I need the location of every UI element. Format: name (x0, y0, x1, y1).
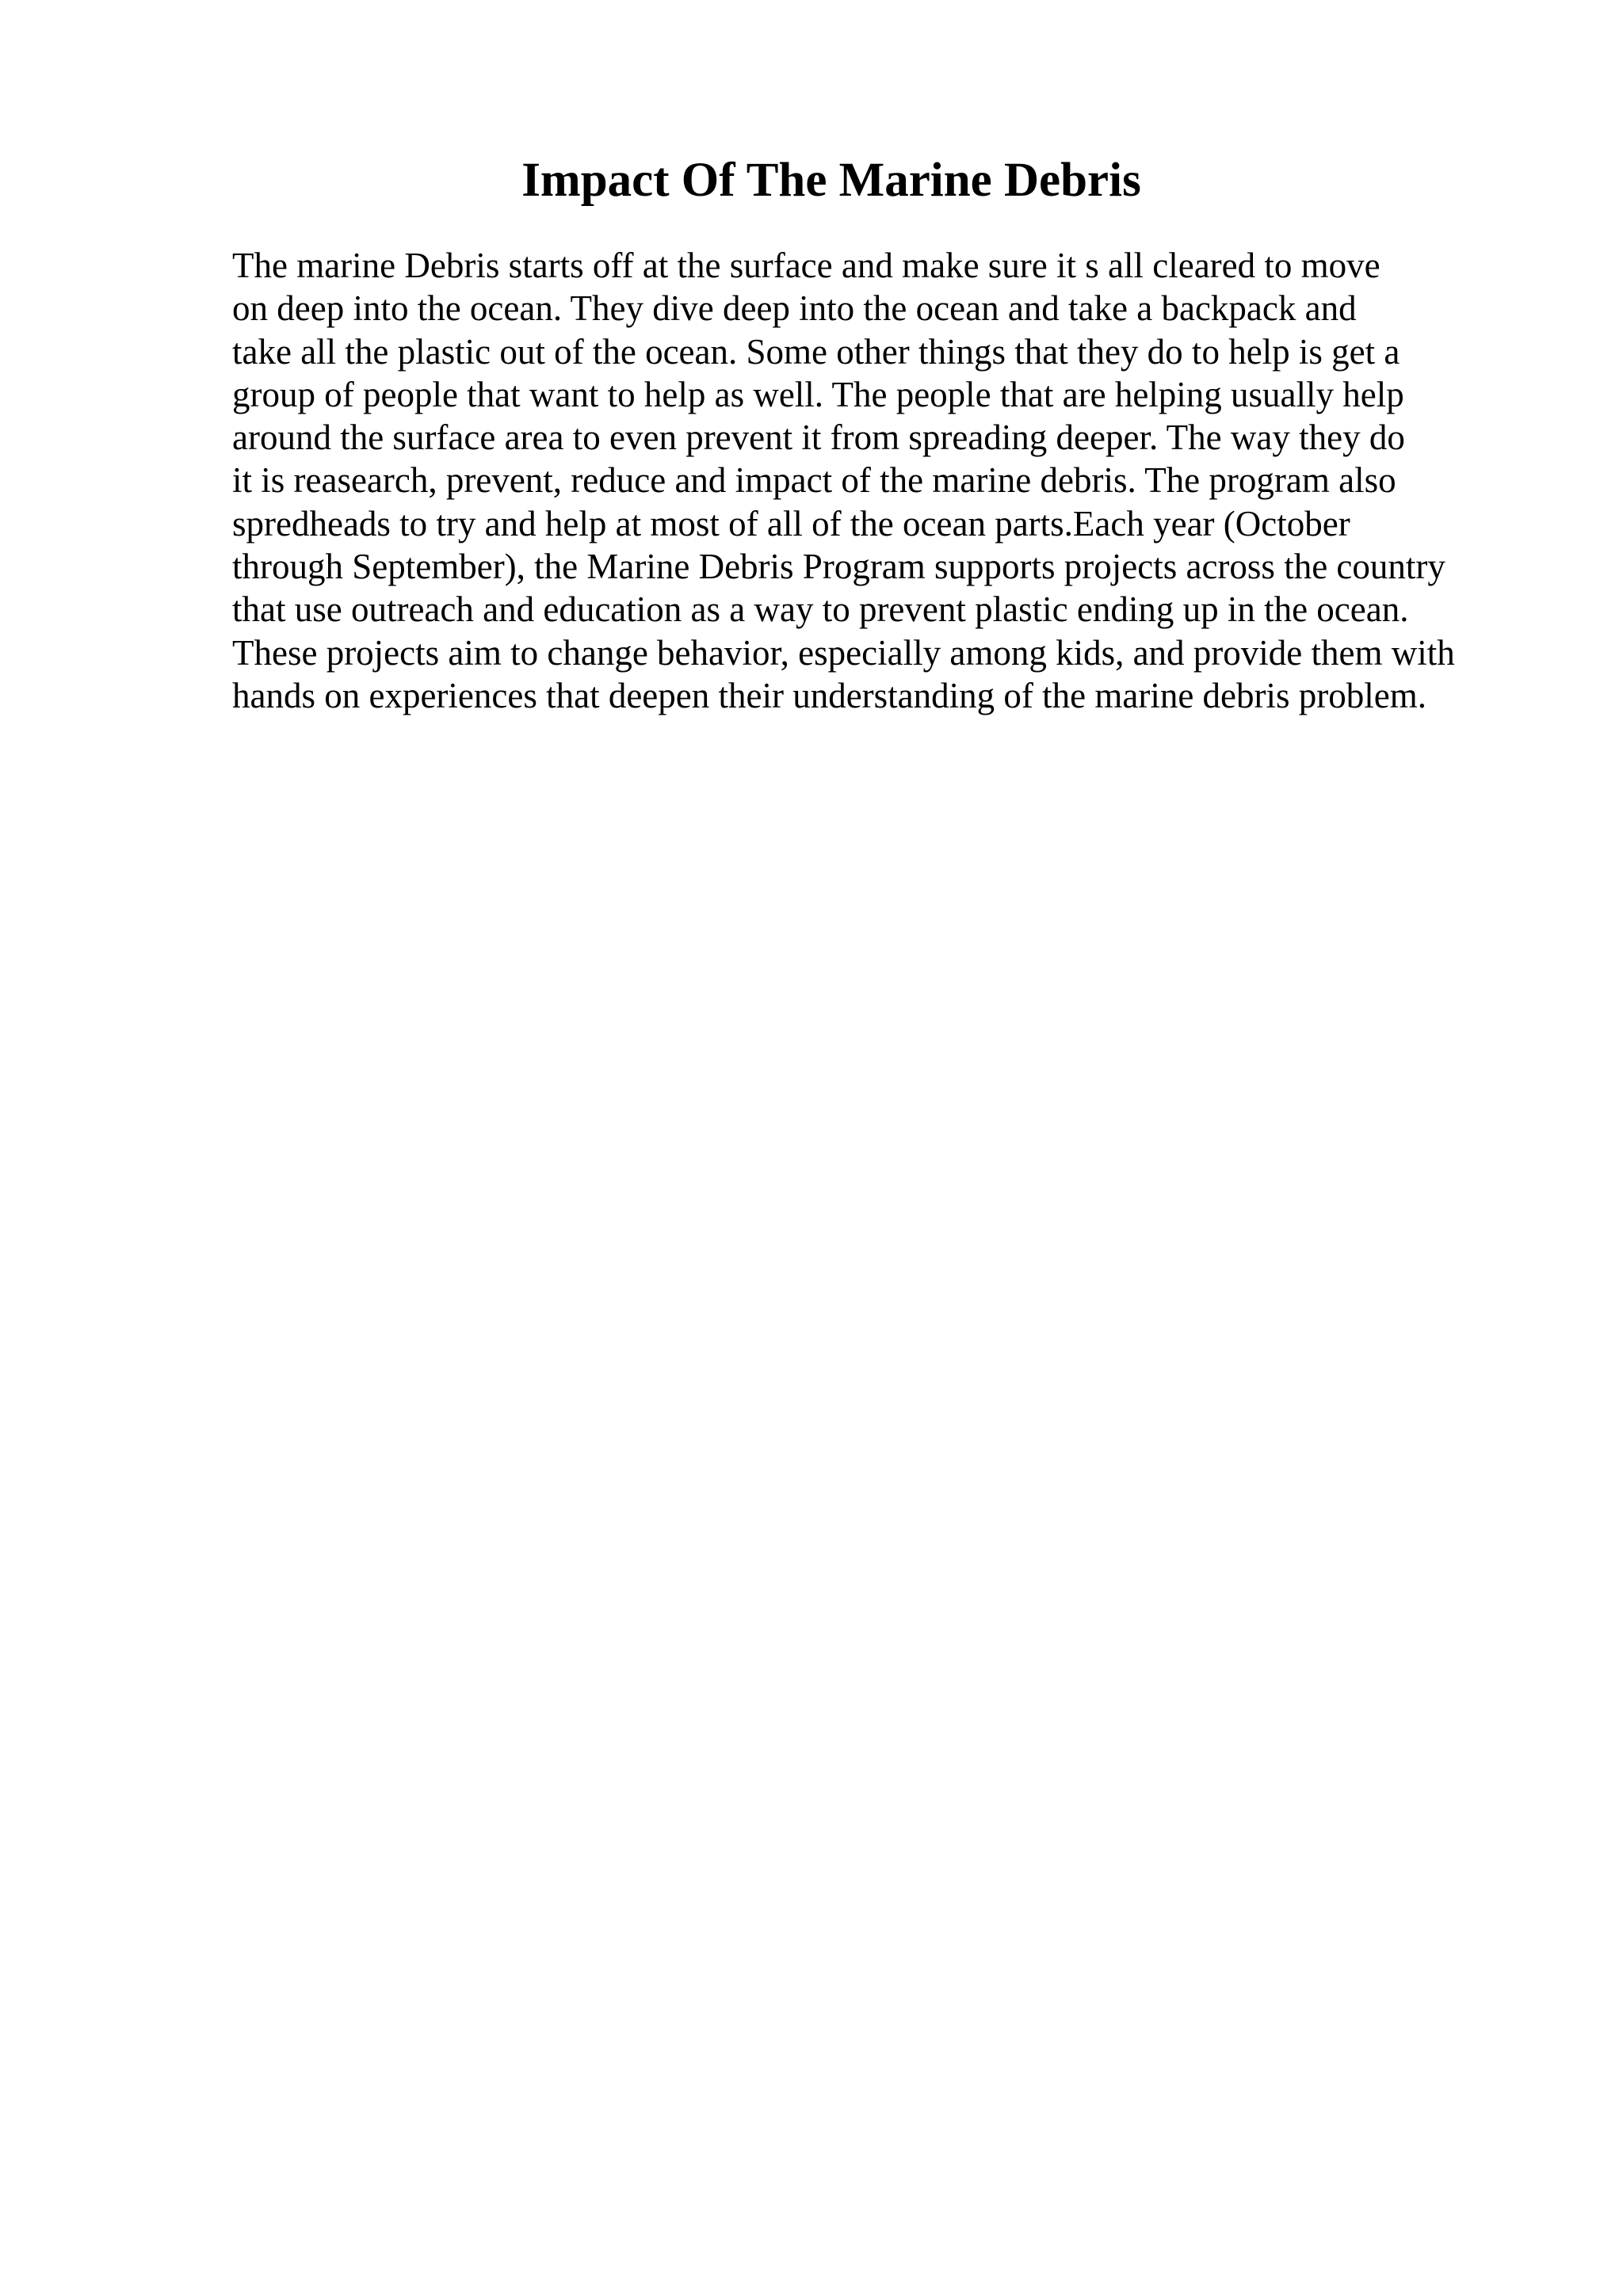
paragraph-line: hands on experiences that deepen their understanding of the marine debris problem. (232, 675, 1426, 715)
paragraph-line: around the surface area to even prevent it from spreading deeper. The way they do (232, 418, 1405, 458)
paragraph-line: on deep into the ocean. They dive deep into the ocean and take a backpack and (232, 288, 1357, 329)
page-title: Impact Of The Marine Debris (521, 154, 1141, 207)
paragraph-line: it is reasearch, prevent, reduce and impact of the marine debris. The program also (232, 460, 1396, 501)
paragraph-line: take all the plastic out of the ocean. Some other things that they do to help is get a (232, 331, 1400, 372)
paragraph-line: These projects aim to change behavior, especially among kids, and provide them with (232, 632, 1455, 673)
paragraph-line: spredheads to try and help at most of all of the ocean parts.Each year (October (232, 503, 1350, 543)
paragraph-line: group of people that want to help as well. The people that are helping usually help (232, 374, 1404, 414)
body-paragraph (232, 244, 1595, 717)
paragraph-line: The marine Debris starts off at the surface and make sure it s all cleared to move (232, 246, 1381, 285)
paragraph-line: through September), the Marine Debris Program supports projects across the country (232, 547, 1445, 587)
paragraph-line: that use outreach and education as a way to prevent plastic ending up in the ocean. (232, 589, 1409, 630)
